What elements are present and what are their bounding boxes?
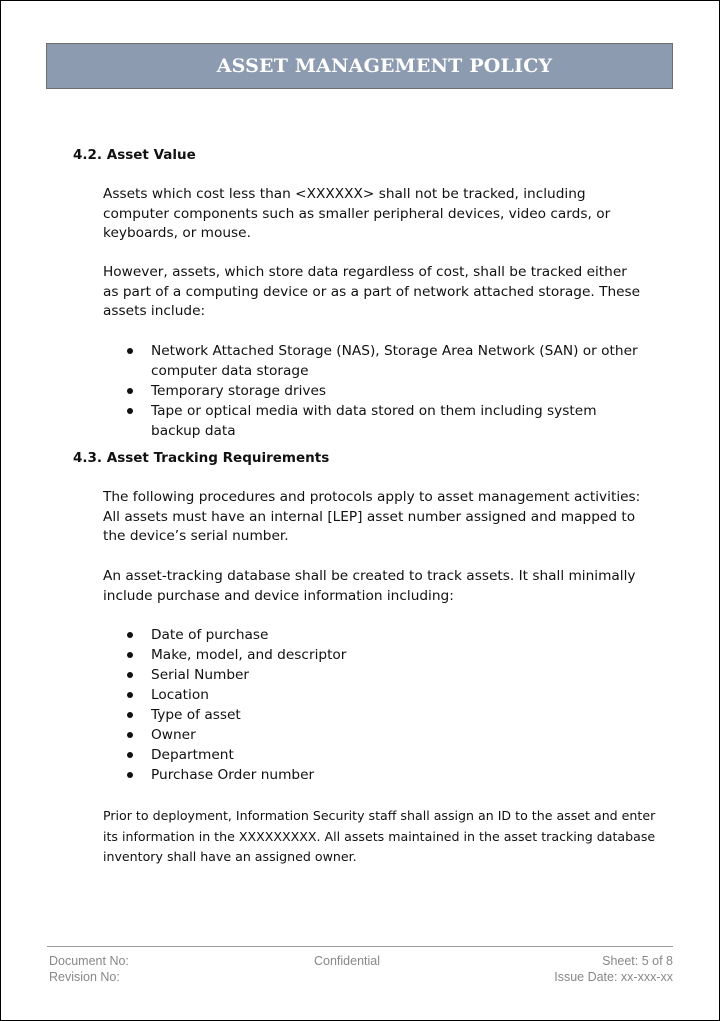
bullet-icon (127, 348, 133, 354)
list-item: Owner (103, 725, 643, 745)
footer-classification: Confidential (314, 954, 381, 968)
bullet-icon (127, 408, 133, 414)
list-item: Temporary storage drives (103, 381, 643, 401)
bullet-icon (127, 632, 133, 638)
bullet-icon (127, 388, 133, 394)
list-item: Tape or optical media with data stored on them including system backup data (103, 401, 643, 441)
footer-issue-date: Issue Date: xx-xxx-xx (554, 970, 673, 984)
paragraph: An asset-tracking database shall be created to track assets. It shall minimally include purchase and device information including: (103, 568, 636, 604)
paragraph: Assets which cost less than <XXXXXX> shall not be tracked, including computer components such as smaller peripheral devices, video cards, or keyboards, or mouse. (103, 186, 611, 241)
bullet-icon (127, 692, 133, 698)
section-heading-asset-value: 4.2. Asset Value (73, 147, 196, 163)
bullet-icon (127, 652, 133, 658)
list-item: Network Attached Storage (NAS), Storage Area Network (SAN) or other computer data storage (103, 341, 643, 381)
bullet-icon (127, 732, 133, 738)
list-item: Make, model, and descriptor (103, 645, 643, 665)
paragraph: The following procedures and protocols apply to asset management activities: All assets must have an internal [LEP] asset number assigned and mapped to the device’s serial number. (103, 489, 641, 544)
bullet-icon (127, 772, 133, 778)
bullet-icon (127, 752, 133, 758)
list-item: Purchase Order number (103, 765, 643, 785)
bullet-icon (127, 672, 133, 678)
footer-revision-no: Revision No: (49, 970, 120, 984)
title-banner (46, 43, 673, 89)
paragraph: However, assets, which store data regardless of cost, shall be tracked either as part of a computing device or as a part of network attached storage. These assets include: (103, 264, 641, 319)
closing-paragraph: Prior to deployment, Information Security staff shall assign an ID to the asset and enter its information in the XXXXXXXXX. All assets maintained in the asset tracking database inventory shall have an assigned owner. (103, 808, 656, 864)
bullet-list-tracking-fields (103, 625, 643, 785)
section-heading-asset-tracking: 4.3. Asset Tracking Requirements (73, 450, 330, 466)
footer-document-no: Document No: (49, 954, 129, 968)
list-item: Department (103, 745, 643, 765)
list-item: Location (103, 685, 643, 705)
footer-sheet-number: Sheet: 5 of 8 (602, 954, 673, 968)
list-item: Date of purchase (103, 625, 643, 645)
list-item: Serial Number (103, 665, 643, 685)
bullet-icon (127, 712, 133, 718)
bullet-list-storage-assets (103, 341, 643, 441)
page-title: ASSET MANAGEMENT POLICY (216, 55, 553, 77)
list-item: Type of asset (103, 705, 643, 725)
footer-divider (47, 946, 673, 947)
